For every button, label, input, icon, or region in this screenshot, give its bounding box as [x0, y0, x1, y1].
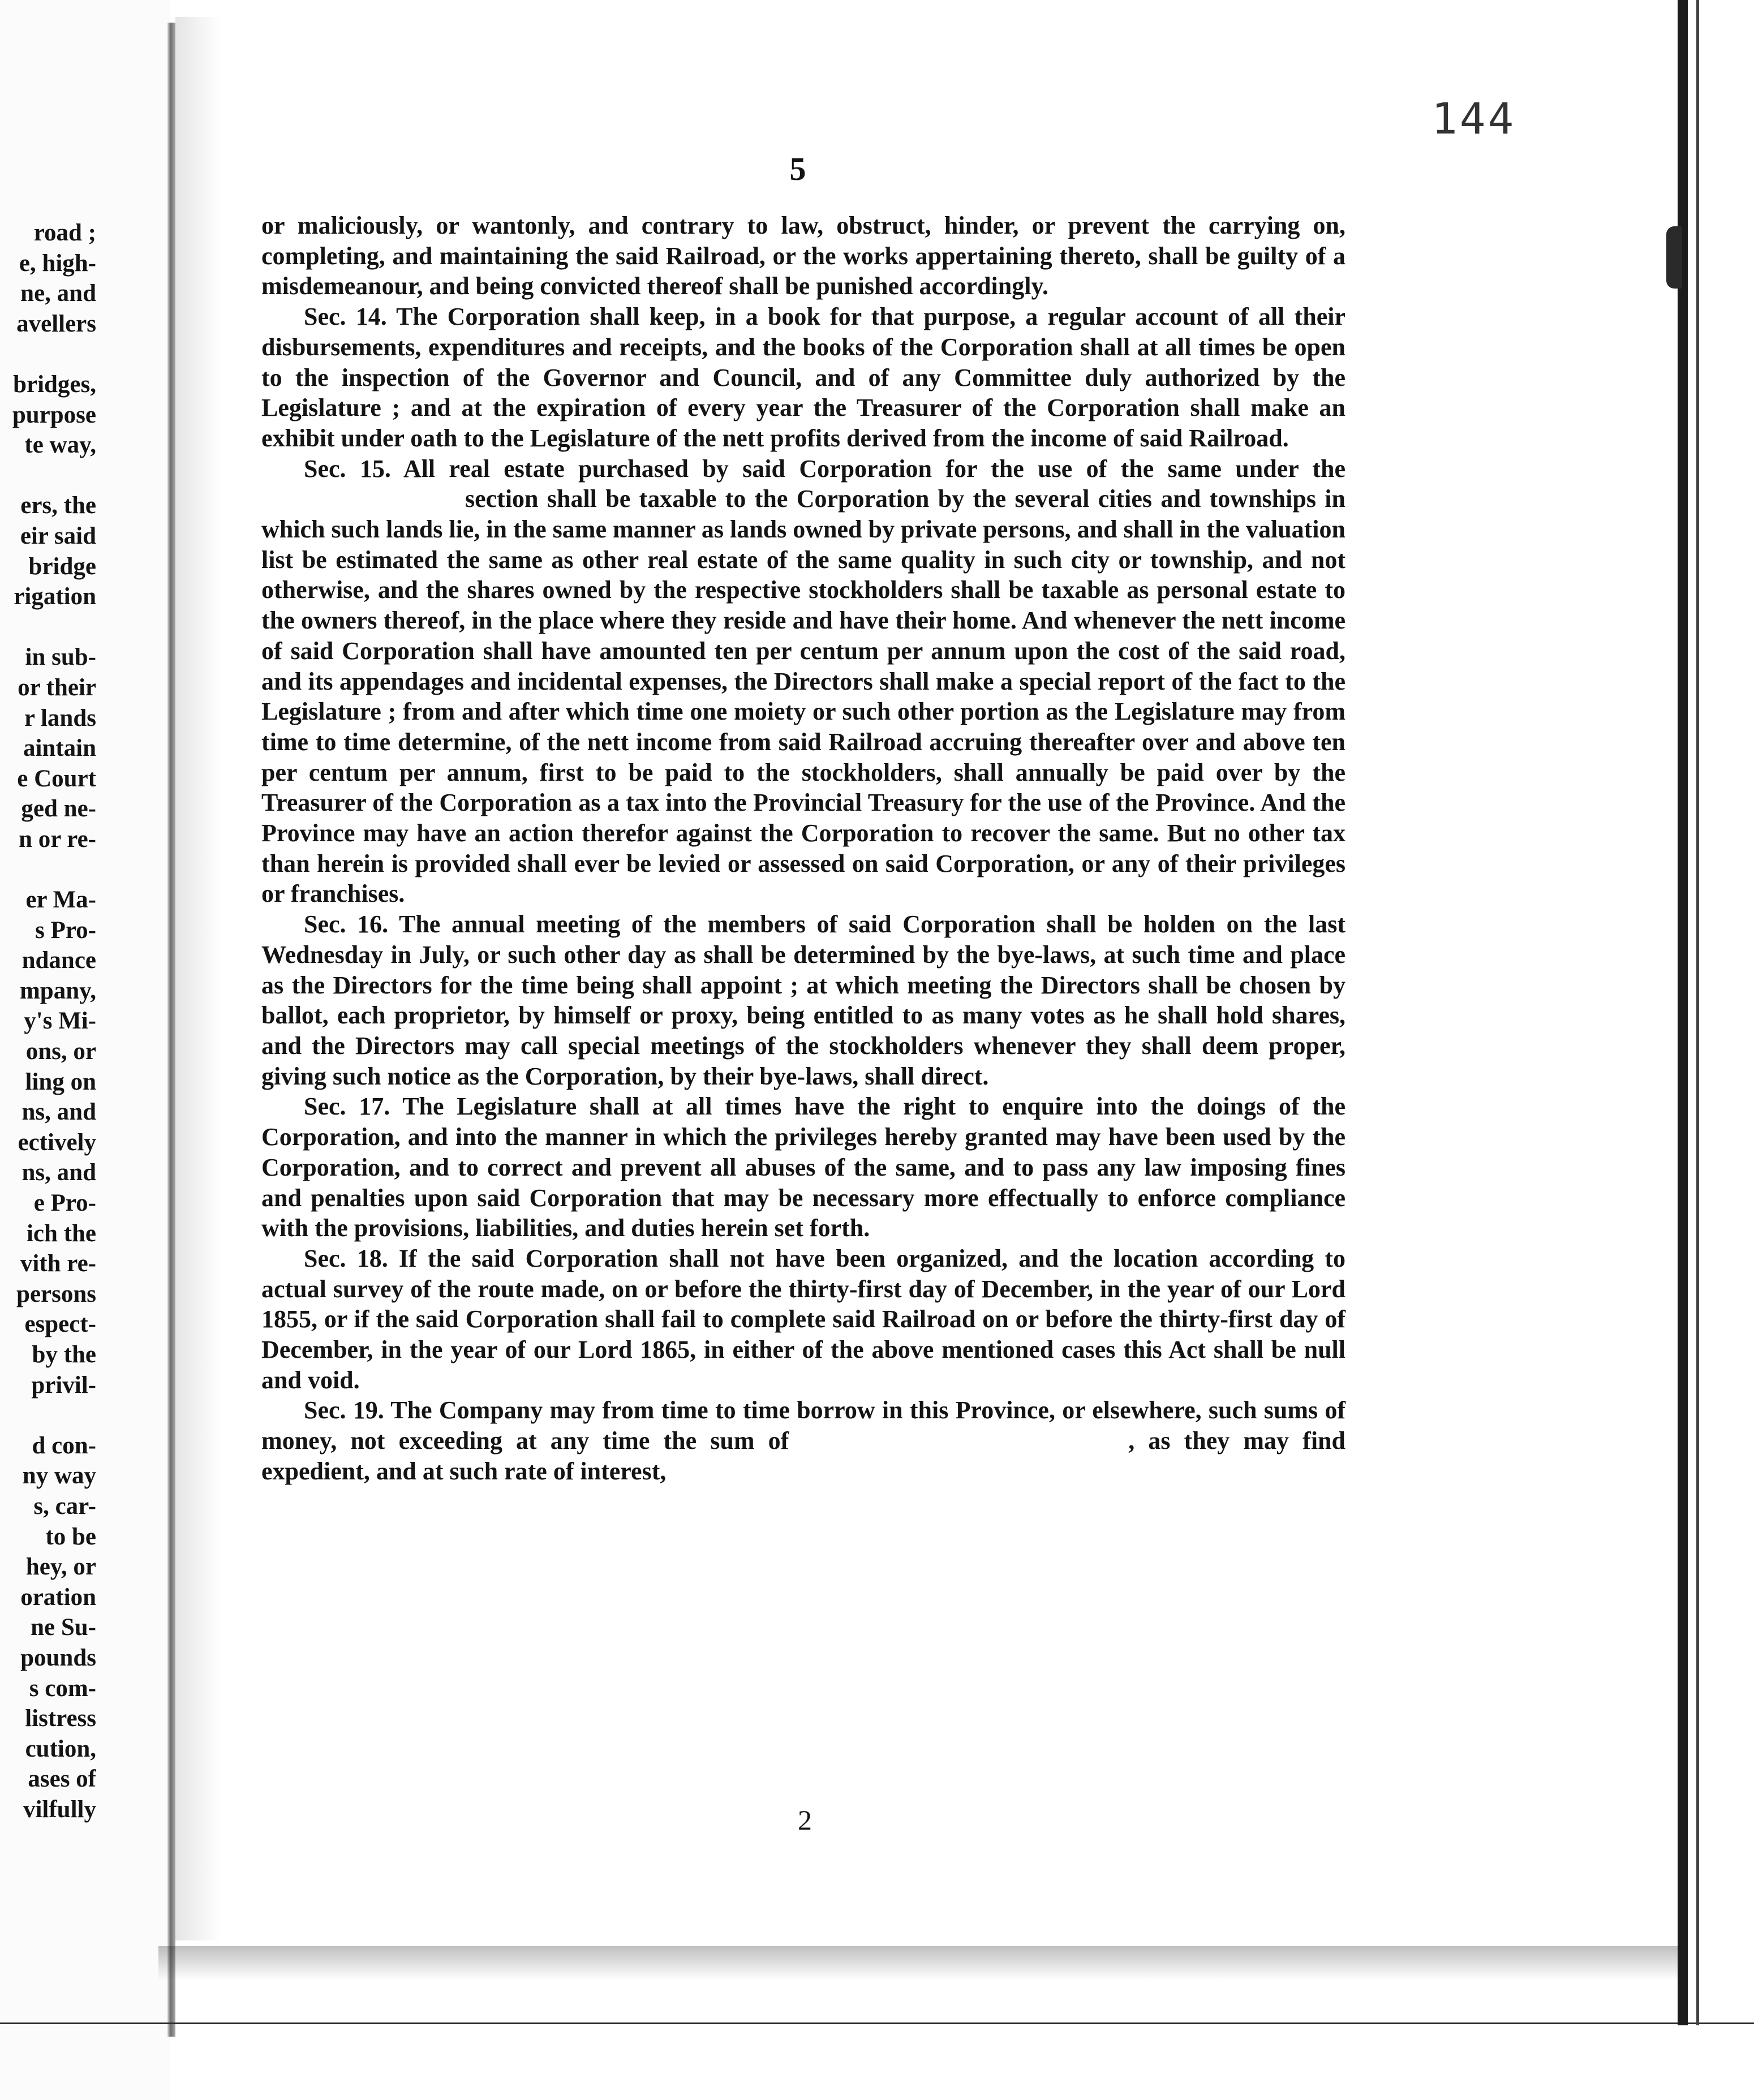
page-fold-shadow [167, 23, 175, 2037]
stamped-folio-number: 144 [1431, 93, 1516, 144]
facing-page-line: ectively [18, 1129, 96, 1156]
facing-page-line: r lands [24, 704, 96, 731]
facing-page-line: pounds [20, 1644, 96, 1671]
facing-page-line: rigation [14, 583, 96, 610]
section-14: Sec. 14. The Corporation shall keep, in a book for that purpose, a regular account of all their disbursements, expenditures and receipts, and the books of the Corporation shall at all times be open to the inspection of the Governor and Council, and of any Committee duly authorized by the Legislature ; and at the expiration of every year the Treasurer of the Corporation shall make an exhibit under oath to the Legislature of the nett profits derived from the income of said Railroad. [261, 303, 1345, 452]
section-17: Sec. 17. The Legislature shall at all times have the right to enquire into the doings of the Corporation, and into the manner in which the privileges hereby granted may have been used by the Corporation, and to correct and prevent all abuses of the same, and to pass any law imposing fines and penalties upon said Corporation that may be necessary more effectually to enforce compliance with the provisions, liabilities, and duties herein set forth. [261, 1092, 1345, 1242]
section-16: Sec. 16. The annual meeting of the members of said Corporation shall be holden on the last Wednesday in July, or such other day as shall be determined by the bye-laws, at such time and place as the Directors for the time being shall appoint ; at which meeting the Directors shall be chosen by ballot, each proprietor, by himself or proxy, being entitled to as many votes as he shall hold shares, and the Directors may call special meetings of the stockholders whenever they shall deem proper, giving such notice as the Corporation, by their bye-laws, shall direct. [261, 910, 1345, 1090]
facing-page-line: ny way [22, 1462, 96, 1490]
facing-page-line: bridge [28, 553, 96, 580]
facing-page-line [0, 612, 96, 643]
facing-page-line: cution, [25, 1735, 96, 1762]
page-edge-right [1678, 0, 1688, 2025]
section-15-part-1: Sec. 15. All real estate purchased by said Corporation for the use of the same under the [304, 454, 1345, 483]
facing-page-line: y's Mi- [24, 1008, 96, 1035]
signature-mark: 2 [798, 1804, 812, 1836]
page-edge-tab [1666, 226, 1682, 289]
facing-page-line: persons [16, 1280, 96, 1307]
facing-page-line: ndance [22, 947, 96, 974]
facing-page-line: ns, and [22, 1159, 96, 1186]
facing-page-line: avellers [16, 310, 96, 337]
section-15-part-2: section shall be taxable to the Corporation by the several cities and townships in which such lands lie, in the same manner as lands owned by private persons, and shall in the valuation list be estimated the same as other real estate of the same quality in such city or township, and not otherwise, and the shares owned by the respective stockholders shall be taxable as personal estate to the owners thereof, in the place where they reside and have their home. And whenever the nett income of said Corporation shall have amounted ten per centum per annum upon the cost of the said road, and its appendages and incidental expenses, the Directors shall make a special report of the fact to the Legislature ; from and after which time one moiety or such other portion as the Legislature may from time to time determine, of the nett income from said Railroad accruing thereafter over and above ten per centum per annum, first to be paid to the stockholders, shall annually be paid over by the Treasurer of the Corporation as a tax into the Provincial Treasury for the use of the Province. And the Province may have an action therefor against the Corporation to recover the same. But no other tax than herein is provided shall ever be levied or assessed on said Corporation, or any of their privileges or franchises. [261, 485, 1345, 908]
facing-page-line: ases of [28, 1766, 96, 1793]
facing-page-line: e, high- [19, 249, 96, 277]
facing-page-line [0, 339, 96, 369]
facing-page-line: s com- [29, 1675, 96, 1702]
facing-page-line: vilfully [23, 1796, 96, 1823]
facing-page-line: ns, and [22, 1099, 96, 1126]
scan-border-line [0, 2022, 1754, 2024]
facing-page-line: or their [18, 674, 96, 701]
facing-page-line: listress [25, 1705, 96, 1732]
facing-page [0, 0, 170, 2100]
section-19 [261, 1395, 1345, 1486]
facing-page-line: eir said [20, 522, 96, 549]
facing-page-text-fragments [0, 218, 96, 1824]
section-15 [261, 454, 1345, 910]
facing-page-line: to be [45, 1523, 96, 1550]
facing-page-line: d con- [32, 1432, 96, 1459]
section-19-part-2: , as they may find expedient, and at such rate of interest, [261, 1427, 1345, 1485]
facing-page-line: by the [32, 1341, 96, 1368]
facing-page-line: ons, or [25, 1038, 96, 1065]
facing-page-line: purpose [12, 401, 96, 428]
page-bottom-shadow [158, 1946, 1686, 1980]
facing-page-line: s, car- [33, 1492, 96, 1520]
facing-page-line: s Pro- [35, 916, 96, 944]
facing-page-line: er Ma- [25, 887, 96, 914]
facing-page-line: bridges, [13, 371, 96, 398]
facing-page-line: ged ne- [21, 795, 96, 823]
facing-page-line: e Pro- [33, 1190, 96, 1216]
section-19-part-1: Sec. 19. The Company may from time to time borrow in this Province, or elsewhere, such sums of money, not exceeding at any time the sum of [261, 1396, 1345, 1455]
facing-page-line [0, 1400, 96, 1431]
facing-page-line: vith re- [20, 1250, 96, 1277]
facing-page-line: mpany, [19, 977, 96, 1004]
facing-page-line: ne, and [20, 280, 96, 307]
facing-page-line: hey, or [25, 1554, 96, 1581]
facing-page-line: te way, [24, 432, 96, 459]
page-number: 5 [789, 150, 806, 187]
gutter-shadow [175, 17, 221, 1940]
facing-page-line [0, 854, 96, 885]
section-18: Sec. 18. If the said Corporation shall not have been organized, and the location according to actual survey of the route made, on or before the thirty-first day of December, in the year of our Lord 1855, or if the said Corporation shall fail to complete said Railroad on or before the thirty-first day of December, in the year of our Lord 1865, in either of the above mentioned cases this Act shall be null and void. [261, 1244, 1345, 1394]
facing-page-line: ne Su- [31, 1614, 96, 1641]
facing-page-line: road ; [33, 220, 96, 246]
facing-page-line: oration [20, 1583, 96, 1611]
facing-page-line: n or re- [19, 825, 96, 853]
continuation-paragraph: or maliciously, or wantonly, and contrary to law, obstruct, hinder, or prevent the carrying on, completing, and maintaining the said Railroad, or the works appertaining thereto, shall be guilty of a misdemeanour, and being convicted thereof shall be punished accordingly. [261, 212, 1345, 300]
facing-page-line: ling on [25, 1068, 96, 1095]
facing-page-line: aintain [23, 735, 96, 762]
facing-page-line: e Court [17, 765, 96, 792]
facing-page-line: privil- [31, 1371, 96, 1398]
facing-page-line: ers, the [20, 492, 96, 519]
facing-page-line: in sub- [25, 644, 96, 671]
facing-page-line [0, 461, 96, 491]
facing-page-line: espect- [24, 1311, 96, 1338]
page-edge-right-thin [1696, 0, 1699, 2025]
facing-page-line: ich the [26, 1220, 96, 1247]
document-body [261, 210, 1345, 1487]
